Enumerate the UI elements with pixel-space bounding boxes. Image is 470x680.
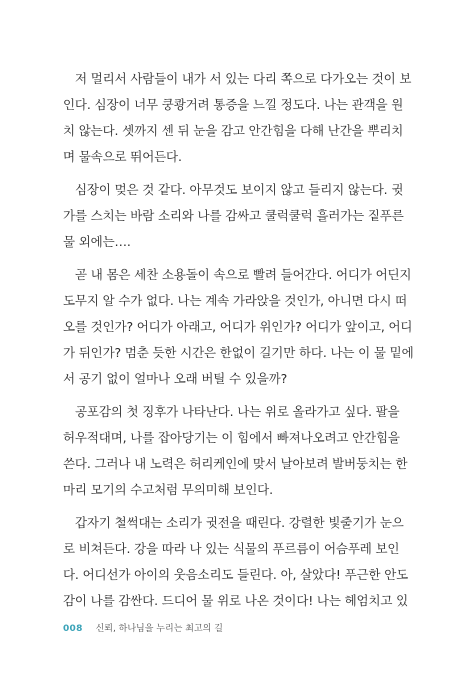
body-text [63,66,414,621]
text-line: 로 비쳐든다. 강을 따라 나 있는 식물의 푸르름이 어슴푸레 보인 [63,541,400,556]
text-line: 마리 모기의 수고처럼 무의미해 보인다. [63,482,273,497]
page-footer [63,622,223,636]
text-line: 인다. 심장이 너무 쿵쾅거려 통증을 느낄 정도다. 나는 관객을 원 [63,97,404,112]
text-line: 다. 어디선가 아이의 웃음소리도 들린다. 아, 살았다! 푸근한 안도 [63,567,409,582]
text-line: 쓴다. 그러나 내 노력은 허리케인에 맞서 날아보려 발버둥치는 한 [63,456,408,471]
text-line: 곧 내 몸은 세찬 소용돌이 속으로 빨려 들어간다. 어디가 어딘지 [75,267,412,282]
text-line: 가를 스치는 바람 소리와 나를 감싸고 쿨럭쿨럭 흘러가는 짙푸른 [63,208,404,223]
paragraph-3 [63,262,414,392]
text-line: 갑자기 철썩대는 소리가 귓전을 때린다. 강렬한 빛줄기가 눈으 [75,515,404,530]
text-line: 공포감의 첫 징후가 나타난다. 나는 위로 올라가고 싶다. 팔을 [75,404,400,419]
page-number: 008 [63,624,83,634]
text-line: 가 뒤인가? 멈춘 듯한 시간은 한없이 길기만 하다. 나는 이 물 밑에 [63,345,414,360]
text-line: 저 멀리서 사람들이 내가 서 있는 다리 쪽으로 다가오는 것이 보 [75,71,412,86]
paragraph-2 [63,177,404,255]
text-line: 도무지 알 수가 없다. 나는 계속 가라앉을 것인가, 아니면 다시 떠 [63,293,408,308]
running-title: 신뢰, 하나님을 누리는 최고의 길 [95,624,223,634]
text-line: 감이 나를 감싼다. 드디어 물 위로 나온 것이다! 나는 헤엄치고 있 [63,593,409,608]
paragraph-4 [63,399,408,503]
paragraph-5 [63,510,409,614]
text-line: 며 물속으로 뛰어든다. [63,149,182,164]
text-line: 오를 것인가? 어디가 아래고, 어디가 위인가? 어디가 앞이고, 어디 [63,319,413,334]
text-line: 물 외에는…. [63,234,131,249]
text-line: 허우적대며, 나를 잡아당기는 이 힘에서 빠져나오려고 안간힘을 [63,430,400,445]
paragraph-1 [63,66,412,170]
text-line: 치 않는다. 셋까지 센 뒤 눈을 감고 안간힘을 다해 난간을 뿌리치 [63,123,404,138]
text-line: 심장이 멎은 것 같다. 아무것도 보이지 않고 들리지 않는다. 귓 [75,182,404,197]
text-line: 서 공기 없이 얼마나 오래 버틸 수 있을까? [63,371,288,386]
